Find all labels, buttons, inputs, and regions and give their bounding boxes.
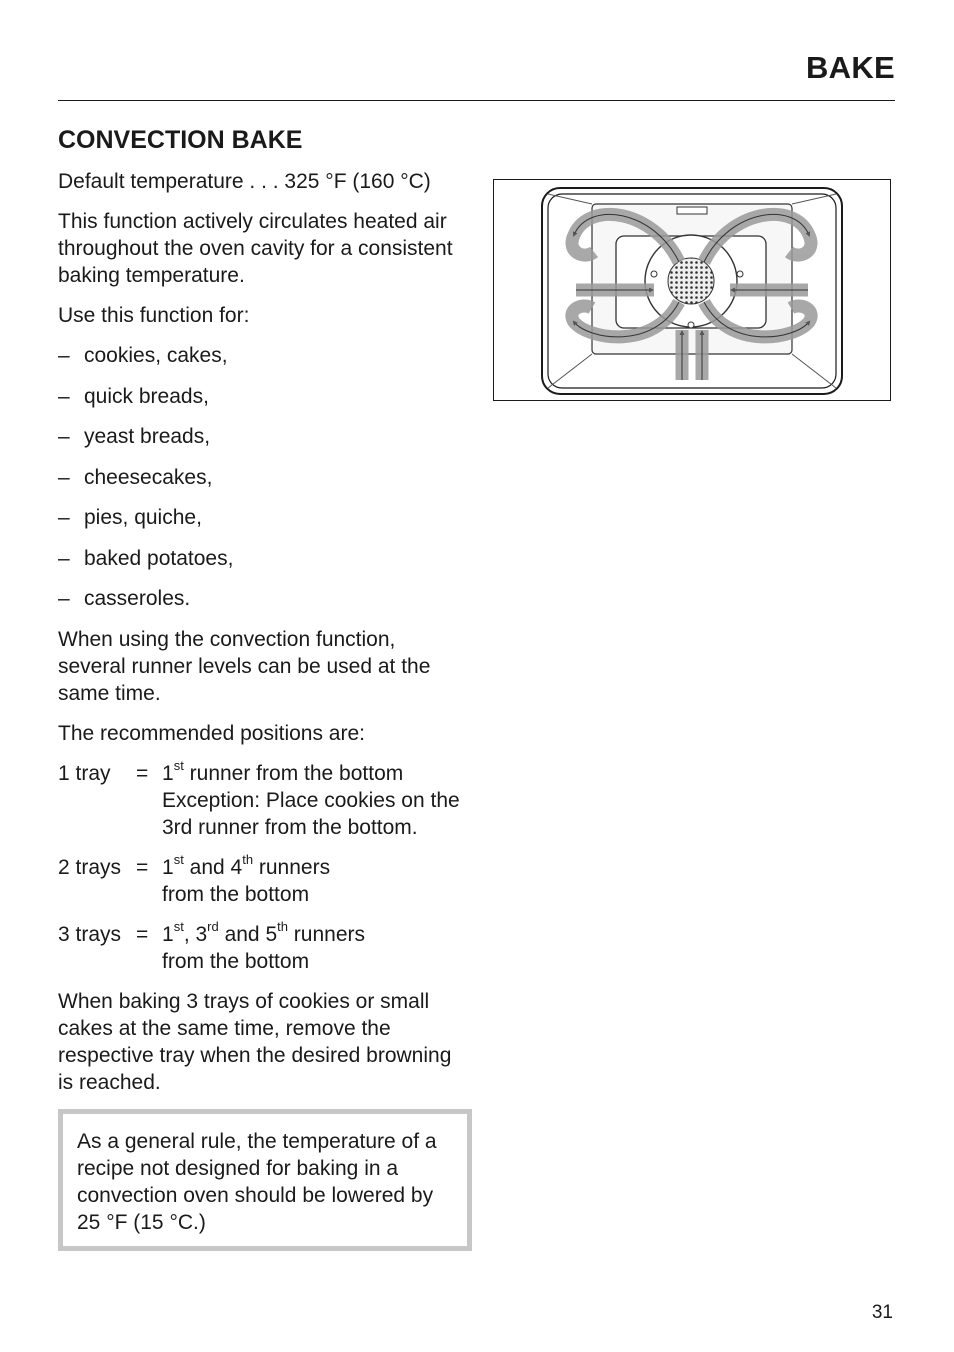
list-item: – cheesecakes, (58, 465, 213, 489)
header-divider (58, 100, 895, 101)
position-label: 1 tray (58, 761, 111, 785)
dash-bullet: – (58, 465, 70, 489)
convection-airflow-diagram (493, 179, 891, 401)
dash-bullet: – (58, 587, 70, 610)
page-header: BAKE (805, 50, 895, 85)
list-item: – casseroles. (58, 587, 191, 610)
list-item: – cookies, cakes, (58, 344, 228, 367)
multi-level-paragraph: When using the convection function, several runner levels can be used at the same time. (58, 627, 431, 705)
oven-airflow-icon (494, 180, 889, 399)
dash-bullet: – (58, 384, 70, 408)
position-label: 3 trays (58, 922, 122, 946)
position-row-2-trays: 2 trays = 1st and 4th runners from the bottom (58, 854, 468, 908)
dash-bullet: – (58, 506, 70, 529)
position-text: 1st and 4th runners from the bottom (162, 851, 331, 906)
position-text: 1st, 3rd and 5th runners from the bottom (162, 918, 366, 973)
list-item: – yeast breads, (58, 425, 211, 448)
position-exception: Exception: Place cookies on the 3rd runner from the bottom. (162, 788, 460, 839)
default-temperature: Default temperature . . . 325 °F (160 °C) (58, 170, 431, 193)
position-row-3-trays: 3 trays = 1st, 3rd and 5th runners from the bottom (58, 921, 468, 975)
cookies-paragraph: When baking 3 trays of cookies or small cakes at the same time, remove the respective tray when the desired browning is reached. (58, 989, 452, 1094)
dash-bullet: – (58, 425, 70, 448)
dash-bullet: – (58, 344, 70, 367)
dash-bullet: – (58, 546, 70, 570)
intro-paragraph: This function actively circulates heated air throughout the oven cavity for a consistent baking temperature. (58, 210, 453, 287)
positions-lead: The recommended positions are: (58, 721, 365, 745)
uses-list (58, 342, 468, 612)
tip-box (58, 1109, 472, 1251)
main-column (58, 124, 468, 1251)
position-row-1-tray: 1 tray = 1st runner from the bottom Exception: Place cookies on the 3rd runner from the bottom. (58, 760, 468, 841)
list-item: – baked potatoes, (58, 546, 234, 570)
position-label: 2 trays (58, 855, 122, 879)
list-item: – pies, quiche, (58, 506, 202, 529)
position-text: 1st runner from the bottom Exception: Place cookies on the 3rd runner from the bottom. (162, 757, 460, 839)
section-title: CONVECTION BAKE (58, 126, 303, 154)
page-number: 31 (871, 1302, 893, 1323)
tip-text: As a general rule, the temperature of a recipe not designed for baking in a convection oven should be lowered by 25 °F (15 °C.) (77, 1129, 437, 1234)
use-lead: Use this function for: (58, 304, 250, 327)
list-item: – quick breads, (58, 384, 209, 408)
